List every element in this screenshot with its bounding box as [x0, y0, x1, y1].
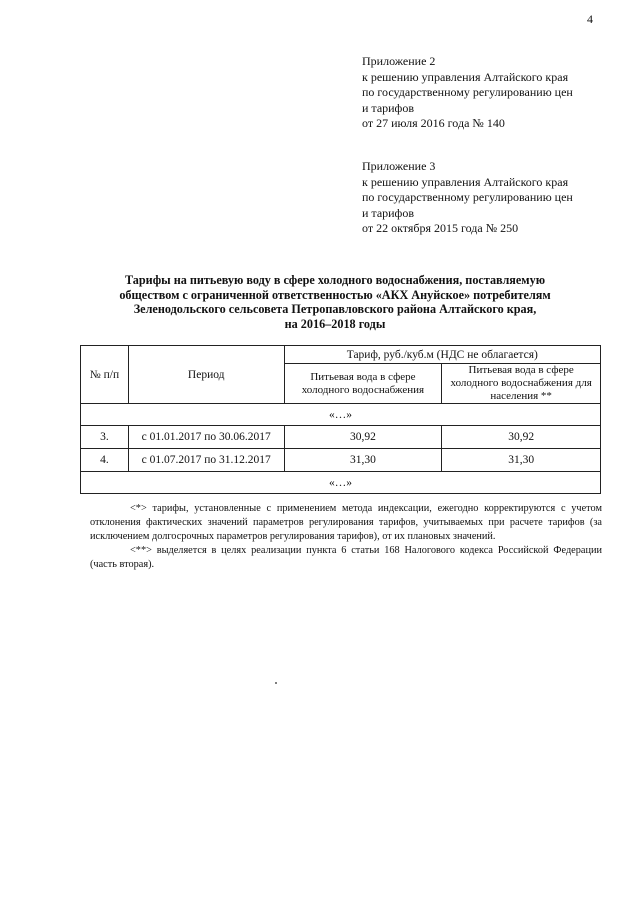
footnotes [90, 502, 602, 572]
footnote-1: <*> тарифы, установленные с применением метода индексации, ежегодно корректируются с учетом отклонения фактических значений параметров регулирования тарифов, учитываемых при расчете тарифов (за исключением долгосрочных параметров регулирования тарифов), от их плановых значений. [90, 503, 602, 542]
table-row [81, 449, 601, 472]
appendix-3-line: Приложение 3 [362, 159, 436, 173]
row-number: 3. [81, 426, 129, 449]
title-line: обществом с ограниченной ответственностью «АКХ Ануйское» потребителям [119, 287, 551, 302]
ellipsis-cell: «…» [81, 472, 601, 494]
header-tariff-general: Питьевая вода в сфере холодного водоснабжения [284, 364, 442, 404]
appendix-2-line: от 27 июля 2016 года № 140 [362, 116, 505, 130]
header-tariff-population: Питьевая вода в сфере холодного водоснабжения для населения ** [442, 364, 601, 404]
title-line: Зеленодольского сельсовета Петропавловского района Алтайского края, [133, 302, 537, 316]
page-number: 4 [587, 12, 593, 26]
title-line: Тарифы на питьевую воду в сфере холодного водоснабжения, поставляемую [124, 273, 546, 287]
appendix-3-header [362, 159, 573, 237]
appendix-2-line: Приложение 2 [362, 54, 436, 68]
appendix-3-line: к решению управления Алтайского края [362, 174, 569, 189]
scan-speck [275, 682, 277, 684]
row-number: 4. [81, 449, 129, 472]
appendix-2-line: к решению управления Алтайского края [362, 69, 569, 84]
footnote-2: <**> выделяется в целях реализации пункта 6 статьи 168 Налогового кодекса Российской Федерации (часть вторая). [90, 545, 602, 570]
row-period: с 01.01.2017 по 30.06.2017 [128, 426, 284, 449]
row-tariff-population: 30,92 [442, 426, 601, 449]
appendix-2-header [362, 54, 573, 132]
row-tariff-population: 31,30 [442, 449, 601, 472]
appendix-2-line: и тарифов [362, 100, 415, 115]
row-period: с 01.07.2017 по 31.12.2017 [128, 449, 284, 472]
table-row-ellipsis [81, 472, 601, 494]
ellipsis-cell: «…» [81, 404, 601, 426]
row-tariff-general: 31,30 [284, 449, 442, 472]
appendix-3-line: и тарифов [362, 205, 415, 220]
document-title [80, 273, 590, 331]
table-row-ellipsis [81, 404, 601, 426]
title-line: на 2016–2018 годы [284, 316, 386, 331]
table-row [81, 426, 601, 449]
header-number: № п/п [81, 346, 129, 404]
tariff-table [80, 345, 601, 494]
appendix-3-line: от 22 октября 2015 года № 250 [362, 221, 519, 235]
row-tariff-general: 30,92 [284, 426, 442, 449]
appendix-2-line: по государственному регулированию цен [362, 85, 573, 99]
appendix-3-line: по государственному регулированию цен [362, 190, 573, 204]
header-period: Период [128, 346, 284, 404]
header-tariff: Тариф, руб./куб.м (НДС не облагается) [284, 346, 600, 364]
